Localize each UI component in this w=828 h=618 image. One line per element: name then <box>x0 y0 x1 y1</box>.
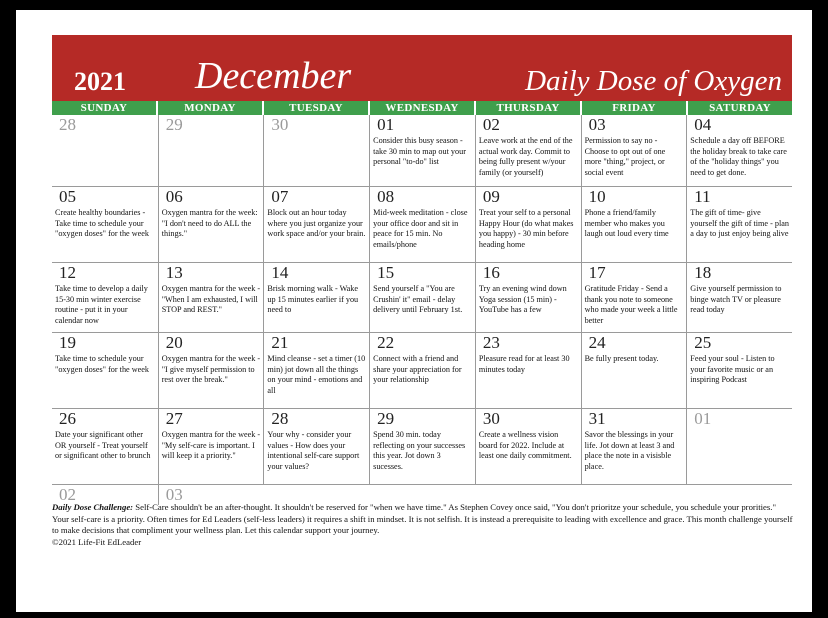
day-number: 29 <box>377 409 395 428</box>
day-number: 08 <box>377 187 395 206</box>
day-activity-text: Savor the blessings in your life. Jot down at least 3 and place the note in a visisble place. <box>584 430 675 471</box>
day-cell <box>158 263 264 333</box>
day-cell <box>369 409 475 485</box>
weekday-saturday: SATURDAY <box>686 101 792 115</box>
day-cell <box>369 115 475 187</box>
day-activity-text: Oxygen mantra for the week: "I don't need to do ALL the things." <box>161 208 258 238</box>
challenge-paragraph <box>52 502 794 537</box>
day-number: 03 <box>588 115 606 134</box>
challenge-text: Self-Care shouldn't be an after-thought. It shouldn't be reserved for "when we have time." As Stephen Covey once said, "You don't prioritze your schedule, you schedule your prorities." Your self-care is a priority. Often times for Ed Leaders (self-less leaders) it requires a shift in mindset. It is not selfish. It is instead a prerequisite to leading with excellence and grace. This month challenge yourself to make decisions that compliment your wellness plan. Let this calendar support your journey. <box>52 502 793 535</box>
day-cell <box>52 187 158 263</box>
day-number: 03 <box>165 485 183 504</box>
year-label: 2021 <box>74 67 126 96</box>
day-activity-text: Brisk morning walk - Wake up 15 minutes earlier if you need to <box>267 284 359 314</box>
day-activity-text: Permission to say no - Choose to opt out of one more "thing," project, or social event <box>584 136 666 177</box>
day-activity-text: Create a wellness vision board for 2022. Include at least one daily commitment. <box>478 430 572 460</box>
day-activity-text: Phone a friend/family member who makes you laugh out loud every time <box>584 208 669 238</box>
day-cell <box>369 333 475 409</box>
day-cell <box>52 263 158 333</box>
day-activity-text: Pleasure read for at least 30 minutes today <box>478 354 570 374</box>
day-cell <box>581 263 687 333</box>
calendar-page <box>16 10 812 612</box>
day-cell <box>52 409 158 485</box>
day-number: 23 <box>482 333 500 352</box>
day-activity-text: Oxygen mantra for the week - "When I am exhausted, I will STOP and REST." <box>161 284 261 314</box>
day-activity-text: Schedule a day off BEFORE the holiday break to take care of the "holiday things" you need to get done. <box>690 136 787 177</box>
day-number: 22 <box>377 333 395 352</box>
day-cell <box>475 187 581 263</box>
day-number: 12 <box>59 263 76 282</box>
calendar-title: Daily Dose of Oxygen <box>525 65 782 97</box>
day-activity-text: Mind cleanse - set a timer (10 min) jot down all the things on your mind - emotions and all <box>267 354 366 395</box>
calendar-grid <box>52 115 792 505</box>
day-cell <box>263 333 369 409</box>
day-cell <box>581 409 687 485</box>
day-number: 02 <box>482 115 500 134</box>
day-activity-text: Leave work at the end of the actual work day. Commit to being fully present w/your family (or yourself) <box>478 136 573 177</box>
day-number: 01 <box>377 115 395 134</box>
day-number: 28 <box>271 409 289 428</box>
weekday-tuesday: TUESDAY <box>262 101 368 115</box>
day-cell <box>158 187 264 263</box>
day-number: 04 <box>694 115 712 134</box>
day-activity-text: Gratitude Friday - Send a thank you note to someone who made your week a little better <box>584 284 678 325</box>
day-cell <box>581 333 687 409</box>
day-number: 02 <box>59 485 76 504</box>
day-number: 17 <box>588 263 606 282</box>
day-cell <box>475 115 581 187</box>
day-activity-text: Your why - consider your values - How does your intentional self-care support your values? <box>267 430 360 471</box>
day-number: 30 <box>271 115 289 134</box>
day-activity-text: Be fully present today. <box>584 354 659 363</box>
day-number: 25 <box>694 333 712 352</box>
day-cell <box>686 187 792 263</box>
day-activity-text: Spend 30 min. today reflecting on your successes this year. Jot down 3 sucesses. <box>373 430 466 471</box>
weekday-thursday: THURSDAY <box>474 101 580 115</box>
header-banner <box>52 35 792 101</box>
day-number: 31 <box>588 409 606 428</box>
day-activity-text: The gift of time- give yourself the gift of time - plan a day to just enjoy being alive <box>690 208 789 238</box>
day-activity-text: Mid-week meditation - close your office door and sit in peace for 15 min. No emails/phone <box>373 208 468 249</box>
day-number: 07 <box>271 187 289 206</box>
challenge-footer <box>52 502 794 548</box>
weekday-monday: MONDAY <box>156 101 262 115</box>
day-activity-text: Create healthy boundaries - Take time to schedule your "oxygen doses" for the week <box>55 208 149 238</box>
day-number: 24 <box>588 333 606 352</box>
day-number: 28 <box>59 115 76 134</box>
day-cell <box>686 263 792 333</box>
day-cell <box>686 409 792 485</box>
day-number: 01 <box>694 409 712 428</box>
day-cell <box>475 263 581 333</box>
day-number: 11 <box>694 187 711 206</box>
challenge-label: Daily Dose Challenge: <box>52 502 134 512</box>
day-activity-text: Oxygen mantra for the week - "I give myself permission to rest over the break." <box>161 354 261 384</box>
day-cell <box>686 333 792 409</box>
day-activity-text: Treat your self to a personal Happy Hour (do what makes you happy) - 30 min before heading home <box>478 208 574 249</box>
day-number: 06 <box>165 187 183 206</box>
day-cell <box>581 187 687 263</box>
day-cell <box>686 115 792 187</box>
weekday-friday: FRIDAY <box>580 101 686 115</box>
copyright-text: ©2021 Life-Fit EdLeader <box>52 536 142 547</box>
day-cell <box>158 115 264 187</box>
weekday-sunday: SUNDAY <box>52 101 156 115</box>
day-cell <box>475 409 581 485</box>
day-number: 20 <box>165 333 183 352</box>
day-activity-text: Feed your soul - Listen to your favorite music or an inspiring Podcast <box>690 354 775 384</box>
day-activity-text: Give yourself permission to binge watch TV or pleasure read today <box>690 284 782 314</box>
day-cell <box>158 409 264 485</box>
weekday-wednesday: WEDNESDAY <box>368 101 474 115</box>
day-cell <box>263 409 369 485</box>
day-cell <box>158 333 264 409</box>
day-number: 19 <box>59 333 76 352</box>
day-activity-text: Try an evening wind down Yoga session (15 min) - YouTube has a few <box>478 284 567 314</box>
day-activity-text: Consider this busy season - take 30 min to map out your personal "to-do" list <box>373 136 466 166</box>
day-cell <box>369 187 475 263</box>
day-number: 09 <box>482 187 500 206</box>
day-activity-text: Oxygen mantra for the week - "My self-care is important. I will keep it a priority." <box>161 430 261 460</box>
weekday-header <box>52 101 792 115</box>
day-activity-text: Block out an hour today where you just organize your work space and/or your brain. <box>267 208 366 238</box>
day-number: 18 <box>694 263 712 282</box>
day-activity-text: Send yourself a "You are Crushin' it" email - delay delivery until February 1st. <box>373 284 463 314</box>
day-number: 27 <box>165 409 183 428</box>
day-cell <box>52 115 158 187</box>
day-number: 15 <box>377 263 395 282</box>
day-number: 10 <box>588 187 606 206</box>
month-title: December <box>195 55 352 97</box>
day-number: 30 <box>482 409 500 428</box>
day-number: 05 <box>59 187 76 206</box>
day-activity-text: Take time to develop a daily 15-30 min winter exercise routine - put it in your calendar now <box>55 284 148 325</box>
day-activity-text: Connect with a friend and share your appreciation for your relationship <box>373 354 462 384</box>
day-cell <box>263 263 369 333</box>
day-cell <box>263 115 369 187</box>
day-activity-text: Date your significant other OR yourself - Treat yourself or significant other to brunch <box>55 430 151 460</box>
day-number: 13 <box>165 263 183 282</box>
day-cell <box>581 115 687 187</box>
day-number: 16 <box>482 263 500 282</box>
day-cell <box>369 263 475 333</box>
day-activity-text: Take time to schedule your "oxygen doses" for the week <box>55 354 149 374</box>
day-cell <box>52 333 158 409</box>
day-number: 14 <box>271 263 289 282</box>
day-number: 26 <box>59 409 76 428</box>
day-number: 21 <box>271 333 289 352</box>
day-number: 29 <box>165 115 183 134</box>
day-cell <box>475 333 581 409</box>
day-cell <box>263 187 369 263</box>
